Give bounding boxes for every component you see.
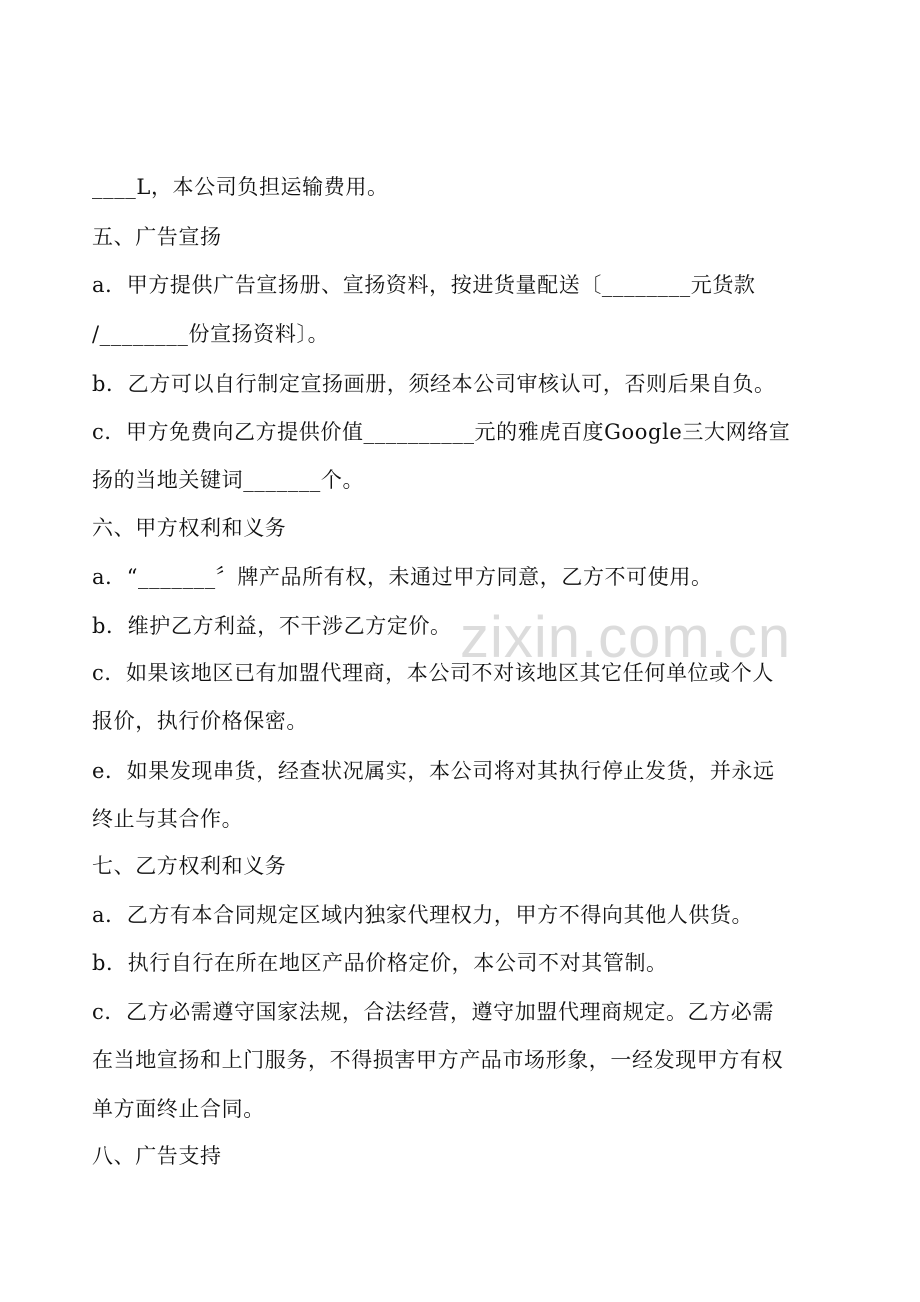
clause-b-protect-interests: b．维护乙方利益，不干涉乙方定价。 (92, 614, 452, 638)
clause-a-brand-ownership: a．“_______〞牌产品所有权，未通过甲方同意，乙方不可使用。 (92, 565, 713, 589)
section-heading-party-b-rights: 七、乙方权利和义务 (92, 854, 287, 878)
clause-c-network-promotion-cont: 扬的当地关键词_______个。 (92, 468, 365, 492)
watermark: zixin.com.cn (460, 605, 792, 670)
clause-c-network-promotion: c．甲方免费向乙方提供价值__________元的雅虎百度Google三大网络宣 (92, 420, 791, 444)
clause-c-existing-agent-cont: 报价，执行价格保密。 (92, 709, 308, 733)
clause-a-brochure: a．甲方提供广告宣扬册、宣扬资料，按进货量配送〔________元货款 (92, 273, 756, 297)
clause-c-compliance-cont: 在当地宣扬和上门服务，不得损害甲方产品市场形象，一经发现甲方有权 (92, 1048, 784, 1072)
clause-b-pricing: b．执行自行在所在地区产品价格定价，本公司不对其管制。 (92, 951, 668, 975)
clause-c-existing-agent: c．如果该地区已有加盟代理商，本公司不对该地区其它任何单位或个人 (92, 661, 774, 685)
clause-c-compliance-end: 单方面终止合同。 (92, 1097, 265, 1121)
clause-a-exclusive-agency: a．乙方有本合同规定区域内独家代理权力，甲方不得向其他人供货。 (92, 903, 754, 927)
clause-b-self-made-brochure: b．乙方可以自行制定宣扬画册，须经本公司审核认可，否则后果自负。 (92, 372, 776, 396)
clause-e-cross-selling: e．如果发现串货，经查状况属实，本公司将对其执行停止发货，并永远 (92, 759, 775, 783)
clause-c-compliance: c．乙方必需遵守国家法规，合法经营，遵守加盟代理商规定。乙方必需 (92, 1000, 774, 1024)
section-heading-advertising: 五、广告宣扬 (92, 225, 222, 249)
clause-e-cross-selling-cont: 终止与其合作。 (92, 807, 244, 831)
section-heading-ad-support: 八、广告支持 (92, 1144, 222, 1168)
transport-cost-line: ____L，本公司负担运输费用。 (92, 175, 389, 199)
clause-a-brochure-cont: /________份宣扬资料〕。 (92, 322, 330, 346)
section-heading-party-a-rights: 六、甲方权利和义务 (92, 516, 287, 540)
